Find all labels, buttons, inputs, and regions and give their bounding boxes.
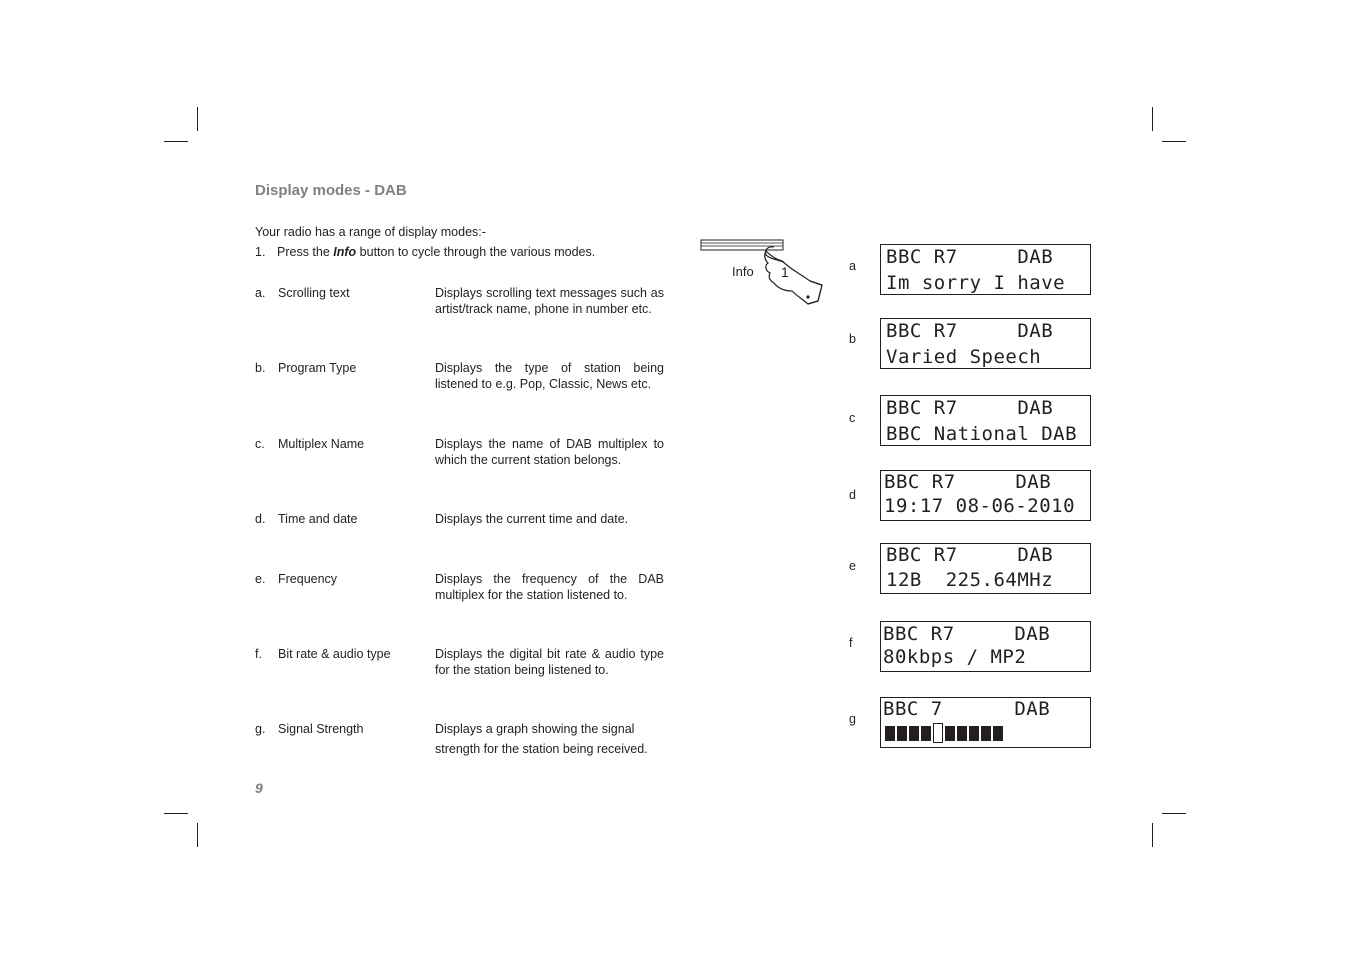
crop-mark — [1162, 813, 1186, 814]
hand-pressing-button-icon — [698, 235, 828, 310]
display-letter: e — [849, 559, 856, 573]
mode-description: Displays the frequency of the DAB multiplex for the station listened to. — [435, 572, 664, 602]
signal-marker — [933, 723, 943, 743]
mode-name: Bit rate & audio type — [278, 647, 391, 661]
instruction-step — [255, 245, 595, 259]
mode-name: Program Type — [278, 361, 357, 375]
display-letter: b — [849, 332, 856, 346]
crop-mark — [1152, 107, 1153, 131]
mode-letter: d. — [255, 512, 266, 526]
mode-letter: c. — [255, 437, 265, 451]
crop-mark — [197, 823, 198, 847]
lcd-line-2: 19:17 08-06-2010 — [884, 495, 1076, 517]
lcd-line-1: BBC R7 DAB — [886, 544, 1054, 566]
crop-mark — [197, 107, 198, 131]
signal-block — [885, 726, 895, 741]
mode-name: Frequency — [278, 572, 338, 586]
mode-letter: e. — [255, 572, 266, 586]
lcd-line-1: BBC 7 DAB — [883, 698, 1051, 720]
mode-name: Multiplex Name — [278, 437, 365, 451]
signal-block — [897, 726, 907, 741]
mode-description: Displays the name of DAB multiplex to which the current station belongs. — [435, 437, 664, 467]
mode-letter: f. — [255, 647, 262, 661]
crop-mark — [1152, 823, 1153, 847]
lcd-display-frequency — [880, 543, 1091, 594]
signal-block — [981, 726, 991, 741]
info-button-illustration — [698, 235, 828, 310]
signal-block — [957, 726, 967, 741]
lcd-line-1: BBC R7 DAB — [884, 471, 1052, 493]
display-letter: f — [849, 636, 853, 650]
mode-description: Displays the type of station being listened to e.g. Pop, Classic, News etc. — [435, 361, 664, 391]
signal-block — [921, 726, 931, 741]
lcd-line-1: BBC R7 DAB — [886, 246, 1054, 268]
mode-name: Signal Strength — [278, 722, 364, 736]
lcd-line-2: 12B 225.64MHz — [886, 569, 1054, 591]
signal-strength-bar — [885, 726, 1003, 741]
lcd-line-2: Im sorry I have — [886, 272, 1066, 294]
signal-block — [969, 726, 979, 741]
lcd-display-bit-rate — [880, 621, 1091, 672]
lcd-line-1: BBC R7 DAB — [886, 320, 1054, 342]
mode-name: Scrolling text — [278, 286, 350, 300]
signal-block — [909, 726, 919, 741]
signal-block — [945, 726, 955, 741]
info-button-name: Info — [333, 245, 357, 259]
page-number: 9 — [255, 780, 263, 796]
lcd-display-program-type — [880, 318, 1091, 369]
display-letter: c — [849, 411, 856, 425]
lcd-display-scrolling-text — [880, 244, 1091, 295]
lcd-line-2: Varied Speech — [886, 346, 1042, 368]
lcd-line-2: BBC National DAB — [886, 423, 1078, 445]
mode-name: Time and date — [278, 512, 358, 526]
page-title: Display modes - DAB — [255, 182, 407, 199]
intro-text: Your radio has a range of display modes:- — [255, 225, 486, 239]
lcd-line-2: 80kbps / MP2 — [883, 646, 1027, 668]
crop-mark — [164, 141, 188, 142]
mode-description-line: strength for the station being received. — [435, 741, 648, 756]
lcd-display-multiplex-name — [880, 395, 1091, 446]
step-callout-number: 1 — [781, 264, 789, 280]
mode-description-line: Displays a graph showing the signal — [435, 722, 635, 736]
mode-description: Displays the current time and date. — [435, 512, 629, 526]
display-letter: a — [849, 259, 856, 273]
lcd-line-1: BBC R7 DAB — [883, 623, 1051, 645]
step-text-after: button to cycle through the various modes. — [356, 245, 596, 259]
mode-letter: b. — [255, 361, 266, 375]
crop-mark — [164, 813, 188, 814]
lcd-display-signal-strength — [880, 697, 1091, 748]
lcd-display-time-and-date — [880, 470, 1091, 521]
step-text-before: Press the — [277, 245, 334, 259]
display-letter: d — [849, 488, 856, 502]
mode-description — [435, 722, 664, 757]
mode-description: Displays scrolling text messages such as artist/track name, phone in number etc. — [435, 286, 664, 316]
info-button-label: Info — [732, 264, 754, 279]
mode-letter: g. — [255, 722, 266, 736]
mode-letter: a. — [255, 286, 266, 300]
crop-mark — [1162, 141, 1186, 142]
lcd-line-1: BBC R7 DAB — [886, 397, 1054, 419]
signal-block — [993, 726, 1003, 741]
step-number: 1. — [255, 245, 266, 259]
mode-description: Displays the digital bit rate & audio type for the station being listened to. — [435, 647, 664, 677]
display-letter: g — [849, 712, 856, 726]
